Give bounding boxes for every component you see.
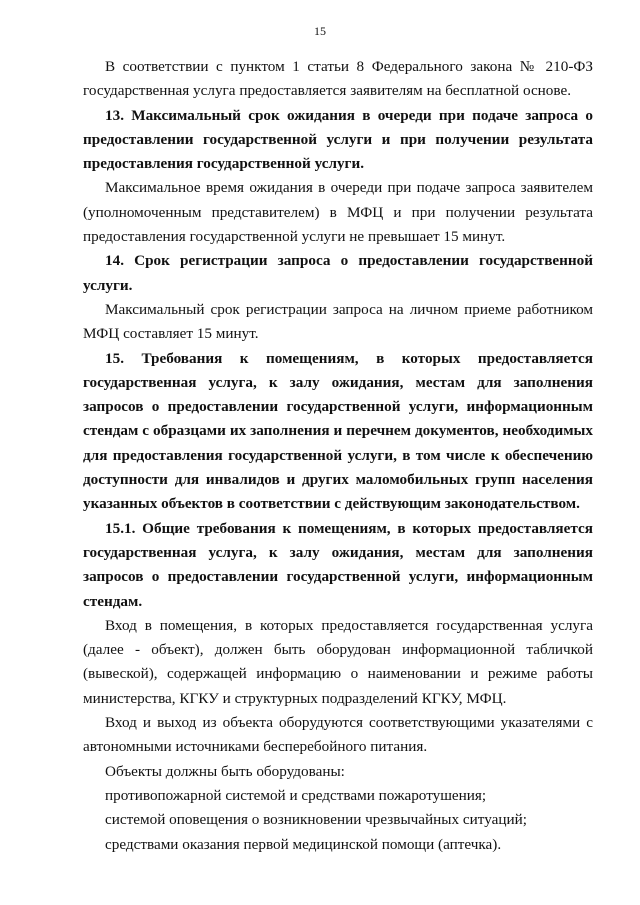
paragraph-fee-basis: В соответствии с пунктом 1 статьи 8 Федерального закона № 210-ФЗ государственная услуга предоставляется заявителям на бесплатной основе. [83,58,593,100]
heading-13-queue-wait: 13. Максимальный срок ожидания в очереди при подаче запроса о предоставлении государственной услуги и при получении результата предоставления государственной услуги. [83,106,593,173]
paragraph-registration-time: Максимальный срок регистрации запроса на личном приеме работником МФЦ составляет 15 минут. [83,300,593,343]
paragraph-max-wait: Максимальное время ожидания в очереди при подаче запроса заявителем (уполномоченным представителем) в МФЦ и при получении результата предоставления государственной услуги не превышает 15 минут. [83,179,593,246]
heading-15-premises-requirements: 15. Требования к помещениям, в которых предоставляется государственная услуга, к залу ожидания, местам для заполнения запросов о предоставлении государственной услуги, информационным стендам с образцами их заполнения и перечнем документов, необходимых для предоставления государственной услуги, в том числе к обеспечению доступности для инвалидов и других маломобильных групп населения указанных объектов в соответствии с действующим законодательством. [83,349,593,513]
list-item-first-aid: средствами оказания первой медицинской помощи (аптечка). [105,835,502,853]
paragraph-entrance-exit: Вход и выход из объекта оборудуются соответствующими указателями с автономными источниками бесперебойного питания. [83,714,593,756]
list-item-alert-system: системой оповещения о возникновении чрезвычайных ситуаций; [105,811,527,829]
page-number: 15 [314,24,326,38]
document-body [83,55,593,857]
heading-15-1-general-requirements: 15.1. Общие требования к помещениям, в которых предоставляется государственная услуга, к залу ожидания, местам для заполнения запросов о предоставлении государственной услуги, информационным стендам. [83,519,593,610]
list-item-fire-system: противопожарной системой и средствами пожаротушения; [105,786,487,804]
heading-14-registration: 14. Срок регистрации запроса о предоставлении государственной услуги. [83,252,593,294]
paragraph-entrance-sign: Вход в помещения, в которых предоставляется государственная услуга (далее - объект), должен быть оборудован информационной табличкой (вывеской), содержащей информацию о наименовании и режиме работы министерства, КГКУ и структурных подразделений КГКУ, МФЦ. [83,616,593,707]
paragraph-equipment-intro: Объекты должны быть оборудованы: [105,762,345,780]
